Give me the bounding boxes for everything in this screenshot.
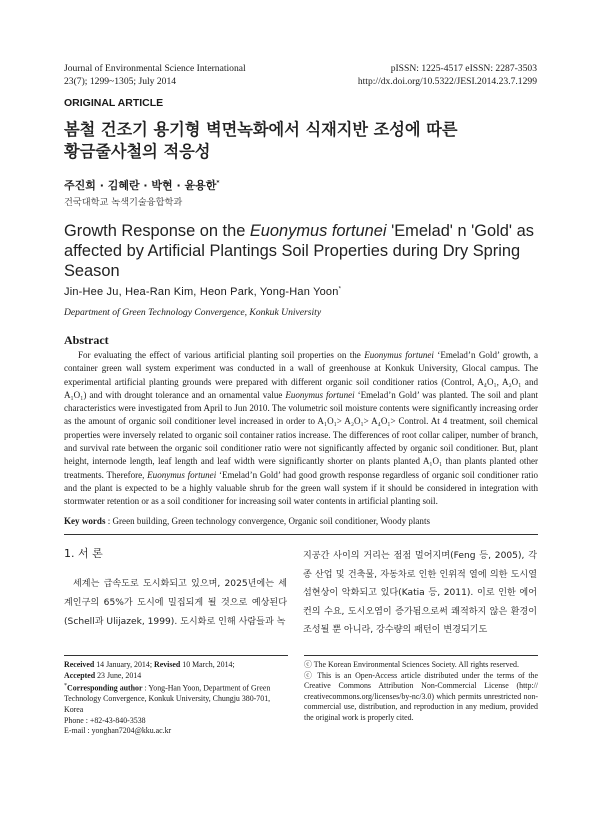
korean-affiliation: 건국대학교 녹색기술융합학과 bbox=[64, 197, 183, 208]
keywords-text: : Green building, Green technology convergence, Organic soil conditioner, Woody plants bbox=[105, 516, 430, 526]
divider bbox=[64, 534, 538, 535]
journal-name: Journal of Environmental Science International bbox=[64, 63, 246, 74]
english-authors bbox=[64, 286, 341, 298]
copyright: ⓒ The Korean Environmental Sciences Society. All rights reserved. bbox=[304, 660, 519, 669]
korean-title-line2: 황금줄사철의 적응성 bbox=[64, 142, 211, 161]
issn: pISSN: 1225-4517 eISSN: 2287-3503 bbox=[390, 63, 537, 74]
email-link[interactable]: E-mail : yonghan7204@kku.ac.kr bbox=[64, 726, 172, 736]
intro-left-column: 세계는 급속도로 도시화되고 있으며, 2025년에는 세계인구의 65%가 도시에 밀집되게 될 것으로 예상된다(Schell과 Ulijazek, 1999). 도시화로 인해 사람들과 녹 bbox=[64, 579, 287, 628]
korean-title bbox=[64, 119, 544, 163]
corresponding-mark: * bbox=[216, 179, 220, 187]
corresponding-mark: * bbox=[338, 286, 342, 293]
korean-title-line1: 봄철 건조기 용기형 벽면녹화에서 식재지반 조성에 따른 bbox=[64, 120, 458, 139]
english-title: Growth Response on the Euonymus fortunei 'Emelad' n 'Gold' as affected by Artificial Plantings Soil Properties during Dry Spring Season bbox=[64, 222, 534, 280]
abstract-heading: Abstract bbox=[64, 333, 109, 347]
keywords-label: Key words bbox=[64, 516, 106, 526]
license: ⓒ This is an Open-Access article distributed under the terms of the Creative Commons Attribution Non-Commercial License (http:// creativecommons.org/licenses/by-nc/3.0) which permits unrestricted non-commercial use, distribution, and reproduction in any medium, provided the original work is properly cited. bbox=[304, 670, 538, 722]
intro-right-column: 지공간 사이의 거리는 점점 멀어지며(Feng 등, 2005), 각종 산업 및 건축물, 자동차로 인한 인위적 열에 의한 도시열섬현상이 악화되고 있다(Katia 등, 2011). 이로 인한 에어컨의 수요, 도시오염이 증가됨으로써 쾌적하지 않은 환경이 조성될 뿐 아니라, 강수량의 패턴이 변경되기도 bbox=[303, 551, 537, 636]
phone: Phone : +82-43-840-3538 bbox=[64, 715, 146, 725]
journal-ids bbox=[358, 62, 537, 88]
english-affiliation: Department of Green Technology Convergence, Konkuk University bbox=[64, 307, 322, 318]
footnote-divider-left bbox=[64, 655, 288, 656]
english-author-list: Jin-Hee Ju, Hea-Ran Kim, Heon Park, Yong-Han Yoon bbox=[64, 286, 339, 298]
section-heading: 1. 서 론 bbox=[64, 547, 103, 560]
footnote-left: Received 14 January, 2014; Revised 10 March, 2014; Accepted 23 June, 2014 *Corresponding author : Yong-Han Yoon, Department of Green Technology Convergence, Konkuk University, Chungju 380-701, Korea Phone : +82-43-840-3538 E-mail : yonghan7204@kku.ac.kr bbox=[64, 660, 288, 737]
keywords bbox=[64, 516, 538, 526]
korean-authors bbox=[64, 177, 220, 193]
footnote-right bbox=[304, 660, 538, 724]
abstract-body: For evaluating the effect of various artificial planting soil properties on the Euonymus fortunei ‘Emelad’n Gold’ growth, a container green wall system experiment was conducted in a wall of greenhouse at Konkuk University, Glocal campus. The experimental artificial planting grounds were prepared with different organic soil conditioner ratios (Control, A₄O₁, A₂O₁ and A₁O₁) and with drought tolerance and an ornamental value Euonymus fortunei ‘Emelad’n Gold’ was planted. The soil and plant characteristics were investigated from April to Jun 2010. The volumetric soil moisture contents were significantly increasing order as the amount of organic soil conditioner level increased in order to A₁O₁> A₂O₁> A₄O₁> Control. At 4 treatment, soil chemical properties were inversely related to organic soil container ratios increase. The differences of root collar caliper, number of branch, and survival rate between the organic soil conditioner ratio were not significantly affected by organic soil conditioner. But, plant height, internode length, leaf length and leaf width were significantly shorter on plants planted A₁O₁ than plants planted other treatments. Therefore, Euonymus fortunei ‘Emelad’n Gold’ had good growth response regardless of organic soil conditioner ratio and the plant is expected to be a highly valuable shrub for the green wall system if it should be considered in integration with stormwater retention or as a soil conditioner for increasing soil water contents in artificial planting soil. bbox=[64, 350, 538, 507]
journal-header bbox=[64, 62, 246, 88]
korean-author-list: 주진희 · 김혜란 · 박현 · 윤용한 bbox=[64, 179, 217, 192]
footnote-divider-right bbox=[304, 655, 538, 656]
doi-link[interactable]: http://dx.doi.org/10.5322/JESI.2014.23.7.1299 bbox=[357, 76, 537, 87]
journal-volume: 23(7); 1299~1305; July 2014 bbox=[64, 76, 177, 87]
article-type: ORIGINAL ARTICLE bbox=[64, 97, 164, 109]
title-species: Euonymus fortunei bbox=[249, 222, 387, 240]
